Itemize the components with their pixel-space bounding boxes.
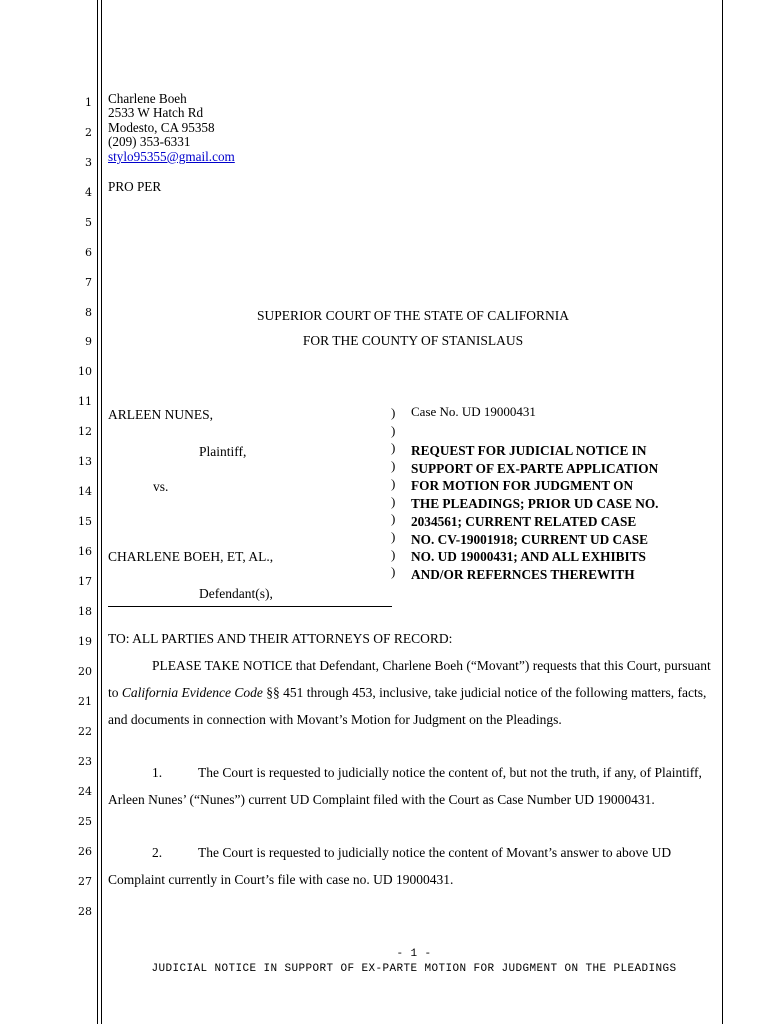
line-number: 5 [85,216,92,229]
document-title-line: NO. UD 19000431; AND ALL EXHIBITS [411,549,646,565]
line-number: 23 [78,755,92,768]
plaintiff-name: ARLEEN NUNES, [108,407,213,422]
filer-name: Charlene Boeh [108,91,187,106]
line-number: 25 [78,815,92,828]
court-county: FOR THE COUNTY OF STANISLAUS [302,333,524,348]
filer-address2: Modesto, CA 95358 [108,120,215,135]
line-number: 4 [85,186,92,199]
line-number: 20 [78,665,92,678]
filer-phone: (209) 353-6331 [108,134,191,149]
document-title-line: FOR MOTION FOR JUDGMENT ON [411,478,634,494]
line-number: 10 [78,365,92,378]
line-number: 2 [85,126,92,139]
request-item-2 [108,840,720,894]
caption-parentheses: ) ) ) ) ) ) ) ) ) ) [391,405,396,580]
defendant-role: Defendant(s), [199,586,273,601]
notice-paragraph [108,653,720,733]
document-title-line: AND/OR REFERNCES THEREWITH [411,566,635,582]
request-item-text: The Court is requested to judicially notice the content of, but not the truth, if any, of Plaintiff, Arleen Nunes’ (“Nunes”) current UD Complaint filed with the Court as Case Number UD 19000431. [108,765,702,807]
salutation: TO: ALL PARTIES AND THEIR ATTORNEYS OF RECORD: [108,631,453,646]
page-number: - 1 - [396,948,432,960]
notice-text-lead: PLEASE TAKE NOTICE that Defendant, Charlene Boeh (“Movant”) requests that this Court, pursuant to [108,658,711,700]
line-number: 16 [78,545,92,558]
notice-text-tail: §§ 451 through 453, inclusive, take judicial notice of the following matters, facts, and documents in connection with Movant’s Motion for Judgment on the Pleadings. [108,684,707,727]
line-number: 11 [78,395,92,408]
line-number: 28 [78,905,92,918]
line-number: 17 [78,575,92,588]
line-number: 12 [78,425,92,438]
filer-email-link[interactable]: stylo95355@gmail.com [108,149,235,164]
left-margin-rule-inner [101,0,102,1024]
document-title-line: 2034561; CURRENT RELATED CASE [411,513,637,529]
line-number: 15 [78,515,92,528]
line-number: 24 [78,785,92,798]
line-number: 13 [78,455,92,468]
line-number: 7 [85,276,92,289]
line-number: 21 [78,695,92,708]
line-number: 22 [78,725,92,738]
court-name: SUPERIOR COURT OF THE STATE OF CALIFORNIA [257,308,569,323]
request-item-text: The Court is requested to judicially notice the content of Movant’s answer to above UD Complaint currently in Court’s file with case no. UD 19000431. [108,845,672,887]
document-title-line: SUPPORT OF EX-PARTE APPLICATION [411,460,659,476]
evidence-code-citation: California Evidence Code [121,684,263,700]
line-number: 26 [78,845,92,858]
line-number: 18 [78,605,92,618]
document-title [411,442,711,584]
document-title-line: REQUEST FOR JUDICIAL NOTICE IN [411,443,647,458]
defendant-name: CHARLENE BOEH, ET, AL., [108,549,274,564]
line-number: 8 [85,306,92,319]
line-number: 14 [78,485,92,498]
document-title-line: THE PLEADINGS; PRIOR UD CASE NO. [411,496,659,512]
line-number: 19 [78,635,92,648]
filer-status: PRO PER [108,179,162,194]
caption-underline [108,606,392,607]
request-item-number: 2. [152,845,163,860]
plaintiff-role: Plaintiff, [199,444,247,459]
document-title-line: NO. CV-19001918; CURRENT UD CASE [411,531,649,547]
case-number: Case No. UD 19000431 [411,404,536,419]
footer-title: JUDICIAL NOTICE IN SUPPORT OF EX-PARTE MOTION FOR JUDGMENT ON THE PLEADINGS [151,963,677,975]
left-margin-rule-outer [97,0,98,1024]
line-number: 27 [78,875,92,888]
line-number: 6 [85,246,92,259]
line-number: 1 [85,96,92,109]
request-item-1 [108,760,720,814]
line-number: 3 [85,156,92,169]
filer-address1: 2533 W Hatch Rd [108,105,204,120]
versus-label: vs. [153,479,169,494]
request-item-number: 1. [152,765,163,780]
line-number: 9 [85,335,92,348]
right-margin-rule [722,0,723,1024]
